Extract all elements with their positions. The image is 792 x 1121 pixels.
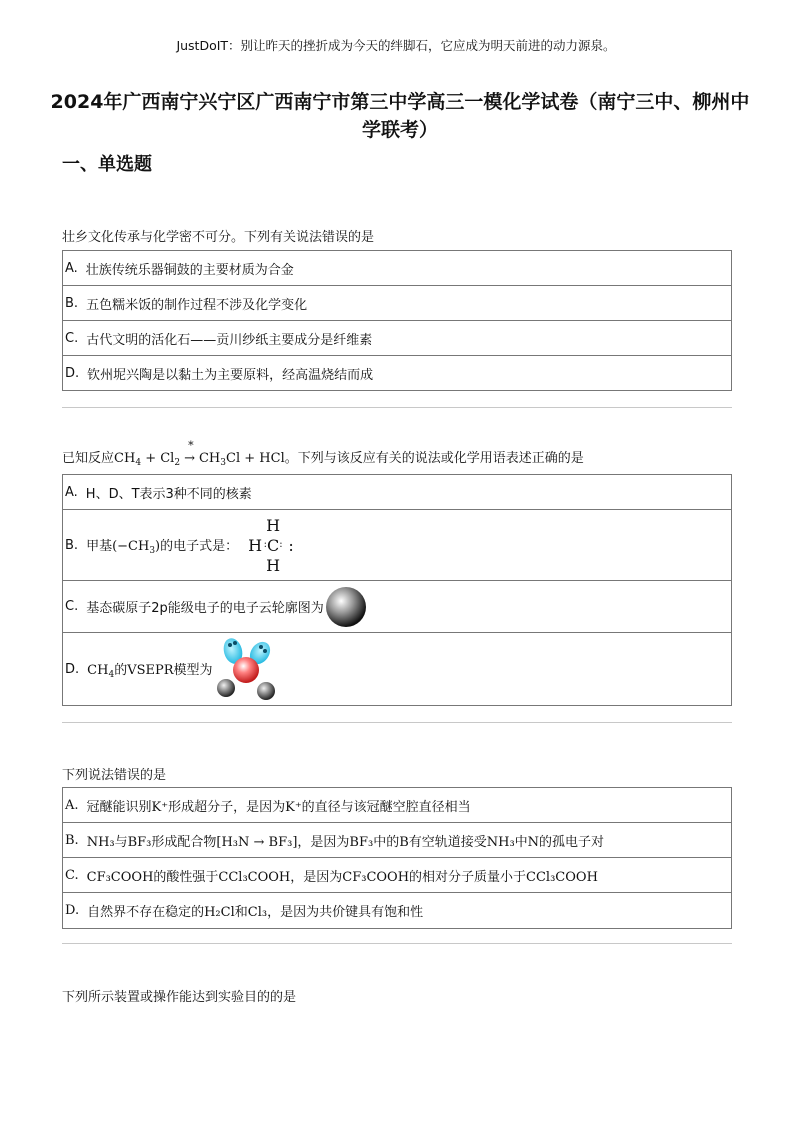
question-divider <box>62 943 732 944</box>
option-d[interactable] <box>63 633 731 705</box>
option-c[interactable] <box>63 581 731 633</box>
reaction-equation: $CH_4 + Cl_2$ * → $CH_3Cl$ + HCl <box>114 439 285 468</box>
option-d[interactable] <box>63 893 731 928</box>
option-text: H、D、T表示3种不同的核素 <box>85 486 252 502</box>
question-4-stem: 下列所示装置或操作能达到实验目的的是 <box>62 990 297 1005</box>
option-d[interactable] <box>63 356 731 390</box>
question-2-options <box>62 474 732 706</box>
option-text: 冠醚能识别K⁺形成超分子，是因为K⁺的直径与该冠醚空腔直径相当 <box>86 799 471 815</box>
option-text: 五色糯米饭的制作过程不涉及化学变化 <box>86 297 308 313</box>
option-text: 甲基$(-CH_3)$的电子式是： <box>86 538 239 556</box>
option-text: 自然界不存在稳定的H₂Cl和Cl₃，是因为共价键具有饱和性 <box>87 905 424 920</box>
reaction-condition: * <box>188 439 194 452</box>
question-1-options <box>62 250 732 391</box>
option-letter: A. <box>65 260 78 276</box>
option-letter: B. <box>65 295 79 311</box>
methyl-lewis-structure: H H : C : : H <box>248 515 294 575</box>
option-text: 钦州坭兴陶是以黏土为主要原料，经高温烧结而成 <box>87 367 374 383</box>
option-letter: B. <box>65 832 79 848</box>
vsepr-model-icon <box>213 635 279 703</box>
option-text: CF₃COOH的酸性强于CCl₃COOH，是因为CF₃COOH的相对分子质量小于CCl₃COOH <box>86 869 598 885</box>
electron-cloud-sphere-icon <box>324 585 368 629</box>
option-c[interactable] <box>63 858 731 893</box>
question-divider <box>62 407 732 408</box>
option-c[interactable] <box>63 321 731 356</box>
header-motto: JustDoIT：别让昨天的挫折成为今天的绊脚石，它应成为明天前进的动力源泉。 <box>176 38 616 53</box>
option-letter: C. <box>65 599 79 614</box>
option-letter: D. <box>65 661 80 677</box>
option-text: 壮族传统乐器铜鼓的主要材质为合金 <box>85 262 294 278</box>
question-3-stem: 下列说法错误的是 <box>62 768 167 783</box>
reaction-arrow: * → <box>184 439 195 466</box>
option-a[interactable] <box>63 788 731 823</box>
option-letter: C. <box>65 330 79 346</box>
option-a[interactable] <box>63 475 731 510</box>
stem-suffix: 。下列与该反应有关的说法或化学用语表述正确的是 <box>284 451 584 466</box>
section-heading: 一、单选题 <box>62 154 152 175</box>
option-letter: B. <box>65 537 79 553</box>
stem-prefix: 已知反应 <box>62 451 115 466</box>
option-a[interactable] <box>63 251 731 286</box>
option-letter: A. <box>65 484 78 500</box>
option-text: $CH_4$的VSEPR模型为 <box>87 662 213 680</box>
option-b[interactable] <box>63 510 731 581</box>
option-letter: A. <box>65 797 79 813</box>
option-letter: D. <box>65 903 80 918</box>
option-letter: D. <box>65 365 80 381</box>
question-2-stem <box>62 439 584 468</box>
option-text: NH₃与BF₃形成配合物[H₃N → BF₃]，是因为BF₃中的B有空轨道接受NH₃中N的孤电子对 <box>86 834 605 850</box>
question-3-options <box>62 787 732 929</box>
option-letter: C. <box>65 867 79 883</box>
question-divider <box>62 722 732 723</box>
question-1-stem: 壮乡文化传承与化学密不可分。下列有关说法错误的是 <box>62 230 375 245</box>
option-text: 古代文明的活化石——贡川纱纸主要成分是纤维素 <box>86 332 373 348</box>
page-title: 2024年广西南宁兴宁区广西南宁市第三中学高三一模化学试卷（南宁三中、柳州中学联考） <box>50 91 750 141</box>
option-b[interactable] <box>63 286 731 321</box>
option-b[interactable] <box>63 823 731 858</box>
option-text: 基态碳原子2p能级电子的电子云轮廓图为 <box>86 601 324 616</box>
